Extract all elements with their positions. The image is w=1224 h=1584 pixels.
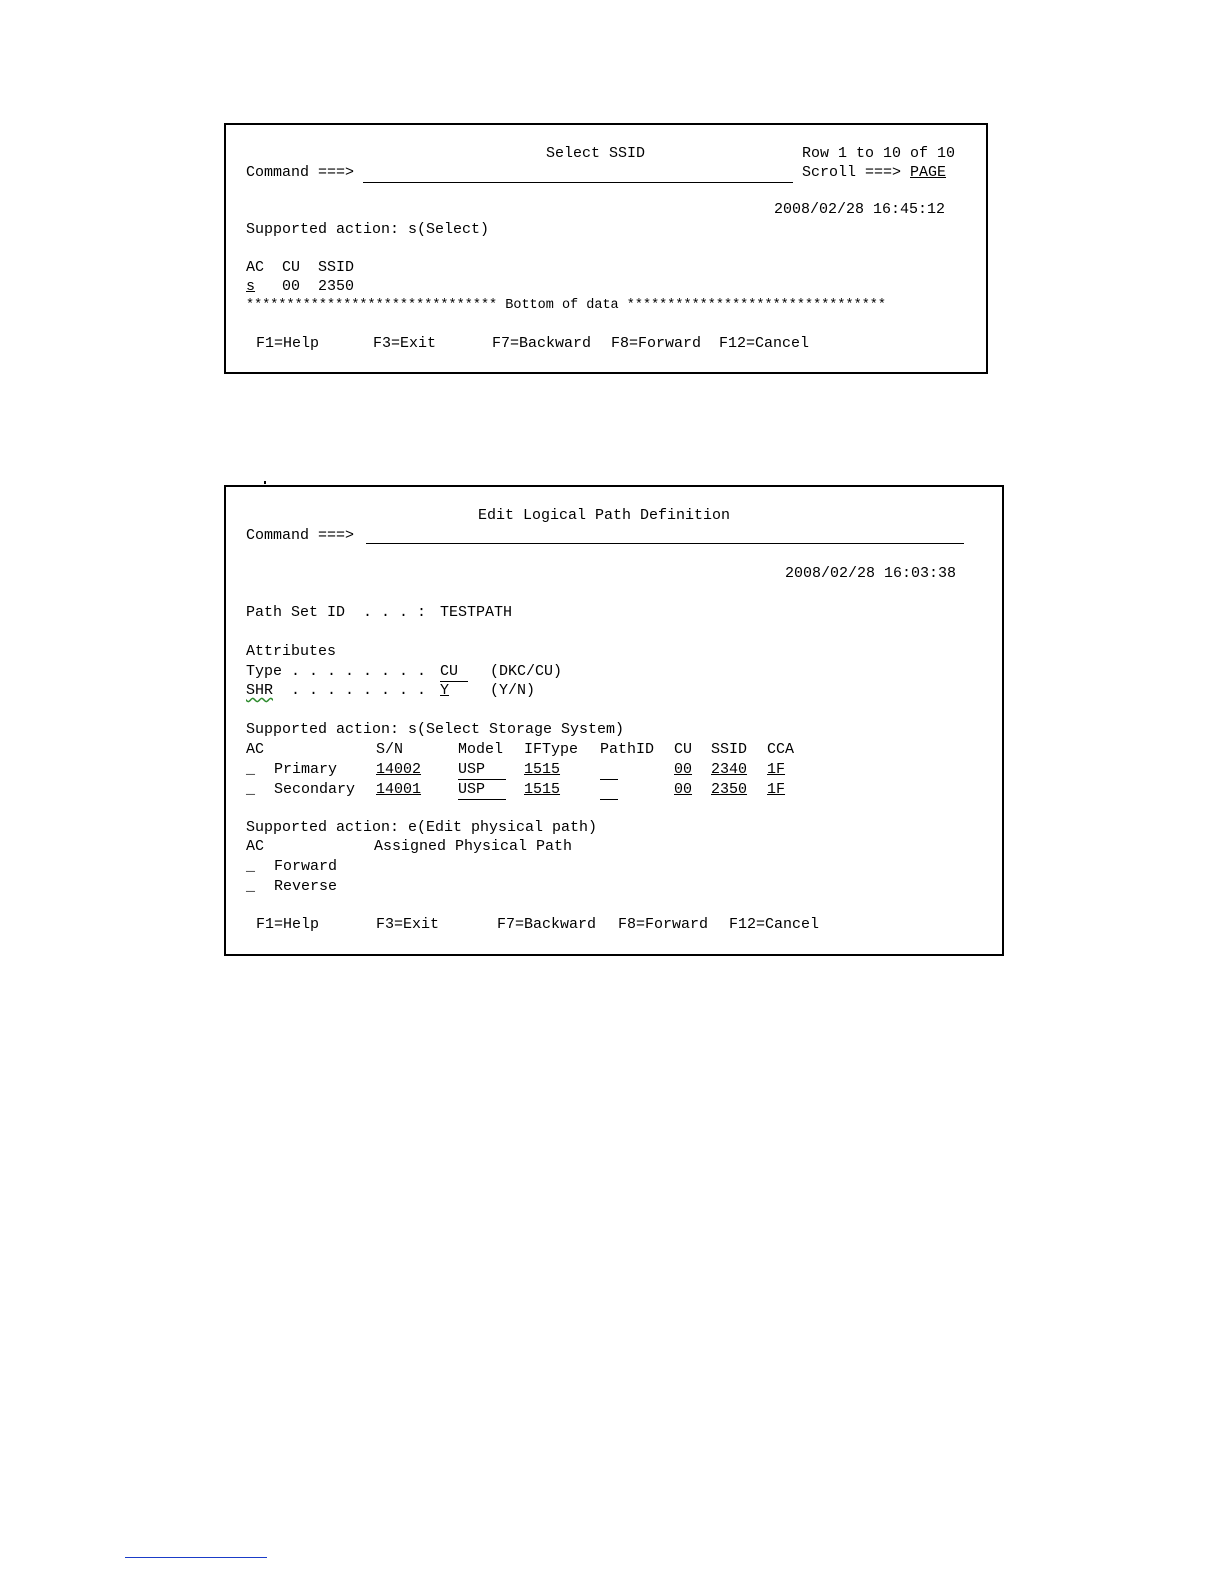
secondary-pathid-underline bbox=[600, 799, 618, 800]
scroll-input[interactable]: PAGE bbox=[910, 164, 947, 181]
fkey-exit[interactable]: F3=Exit bbox=[373, 335, 437, 352]
primary-ssid-field[interactable]: 2340 bbox=[711, 761, 748, 778]
primary-iftype-field[interactable]: 1515 bbox=[524, 761, 561, 778]
supported-action-storage: Supported action: s(Select Storage System) bbox=[246, 721, 625, 738]
supported-action: Supported action: s(Select) bbox=[246, 221, 490, 238]
fkey-forward[interactable]: F8=Forward bbox=[611, 335, 702, 352]
secondary-sn-field[interactable]: 14001 bbox=[376, 781, 422, 798]
header-cu: CU bbox=[674, 741, 693, 758]
secondary-role: Secondary bbox=[274, 781, 356, 798]
secondary-ssid-field[interactable]: 2350 bbox=[711, 781, 748, 798]
primary-model-underline bbox=[458, 779, 506, 780]
row-cu: 00 bbox=[282, 278, 301, 295]
header-ac: AC bbox=[246, 741, 265, 758]
primary-role: Primary bbox=[274, 761, 338, 778]
fkey-exit[interactable]: F3=Exit bbox=[376, 916, 440, 933]
type-hint: (DKC/CU) bbox=[490, 663, 563, 680]
row-info: Row 1 to 10 of 10 bbox=[802, 145, 956, 162]
select-ssid-panel bbox=[224, 123, 988, 374]
row-action-input[interactable]: s bbox=[246, 278, 256, 295]
header-sn: S/N bbox=[376, 741, 404, 758]
command-label: Command ===> bbox=[246, 164, 355, 181]
fkey-help[interactable]: F1=Help bbox=[256, 335, 320, 352]
physical-header-path: Assigned Physical Path bbox=[374, 838, 573, 855]
command-label: Command ===> bbox=[246, 527, 355, 544]
row-ssid: 2350 bbox=[318, 278, 355, 295]
edit-logical-path-panel bbox=[224, 485, 1004, 956]
shr-hint: (Y/N) bbox=[490, 682, 536, 699]
primary-cca-field[interactable]: 1F bbox=[767, 761, 786, 778]
header-ac: AC bbox=[246, 259, 265, 276]
footnote-separator bbox=[125, 1557, 267, 1558]
primary-model-field[interactable]: USP bbox=[458, 761, 486, 778]
primary-cu-field[interactable]: 00 bbox=[674, 761, 693, 778]
fkey-cancel[interactable]: F12=Cancel bbox=[729, 916, 820, 933]
header-ssid: SSID bbox=[318, 259, 355, 276]
type-label: Type . . . . . . . . bbox=[246, 663, 427, 680]
forward-action-input[interactable]: _ bbox=[246, 858, 256, 875]
reverse-action-input[interactable]: _ bbox=[246, 878, 256, 895]
header-model: Model bbox=[458, 741, 504, 758]
shr-field[interactable]: Y bbox=[440, 682, 450, 699]
secondary-cca-field[interactable]: 1F bbox=[767, 781, 786, 798]
bottom-of-data-marker: ******************************* Bottom of data ******************************** bbox=[246, 298, 887, 313]
secondary-action-input[interactable]: _ bbox=[246, 781, 256, 798]
secondary-model-field[interactable]: USP bbox=[458, 781, 486, 798]
scroll-label: Scroll ===> bbox=[802, 164, 902, 181]
reverse-label: Reverse bbox=[274, 878, 338, 895]
command-input[interactable] bbox=[366, 543, 964, 544]
command-input[interactable] bbox=[363, 182, 793, 183]
supported-action-physical: Supported action: e(Edit physical path) bbox=[246, 819, 598, 836]
screen-title: Select SSID bbox=[546, 145, 646, 162]
forward-label: Forward bbox=[274, 858, 338, 875]
shr-dots: . . . . . . . . bbox=[282, 682, 427, 699]
screen-title: Edit Logical Path Definition bbox=[478, 507, 731, 524]
path-set-value: TESTPATH bbox=[440, 604, 513, 621]
header-iftype: IFType bbox=[524, 741, 579, 758]
fkey-backward[interactable]: F7=Backward bbox=[492, 335, 592, 352]
physical-header-ac: AC bbox=[246, 838, 265, 855]
fkey-help[interactable]: F1=Help bbox=[256, 916, 320, 933]
secondary-iftype-field[interactable]: 1515 bbox=[524, 781, 561, 798]
type-field[interactable]: CU bbox=[440, 663, 459, 680]
fkey-forward[interactable]: F8=Forward bbox=[618, 916, 709, 933]
primary-sn-field[interactable]: 14002 bbox=[376, 761, 422, 778]
fkey-cancel[interactable]: F12=Cancel bbox=[719, 335, 810, 352]
attributes-heading: Attributes bbox=[246, 643, 337, 660]
stray-mark bbox=[264, 481, 266, 484]
header-cca: CCA bbox=[767, 741, 795, 758]
path-set-label: Path Set ID . . . : bbox=[246, 604, 427, 621]
primary-pathid-underline bbox=[600, 779, 618, 780]
secondary-model-underline bbox=[458, 799, 506, 800]
primary-action-input[interactable]: _ bbox=[246, 761, 256, 778]
secondary-cu-field[interactable]: 00 bbox=[674, 781, 693, 798]
header-ssid: SSID bbox=[711, 741, 748, 758]
header-pathid: PathID bbox=[600, 741, 655, 758]
fkey-backward[interactable]: F7=Backward bbox=[497, 916, 597, 933]
timestamp: 2008/02/28 16:45:12 bbox=[774, 201, 946, 218]
timestamp: 2008/02/28 16:03:38 bbox=[785, 565, 957, 582]
shr-label: SHR bbox=[246, 682, 274, 699]
header-cu: CU bbox=[282, 259, 301, 276]
